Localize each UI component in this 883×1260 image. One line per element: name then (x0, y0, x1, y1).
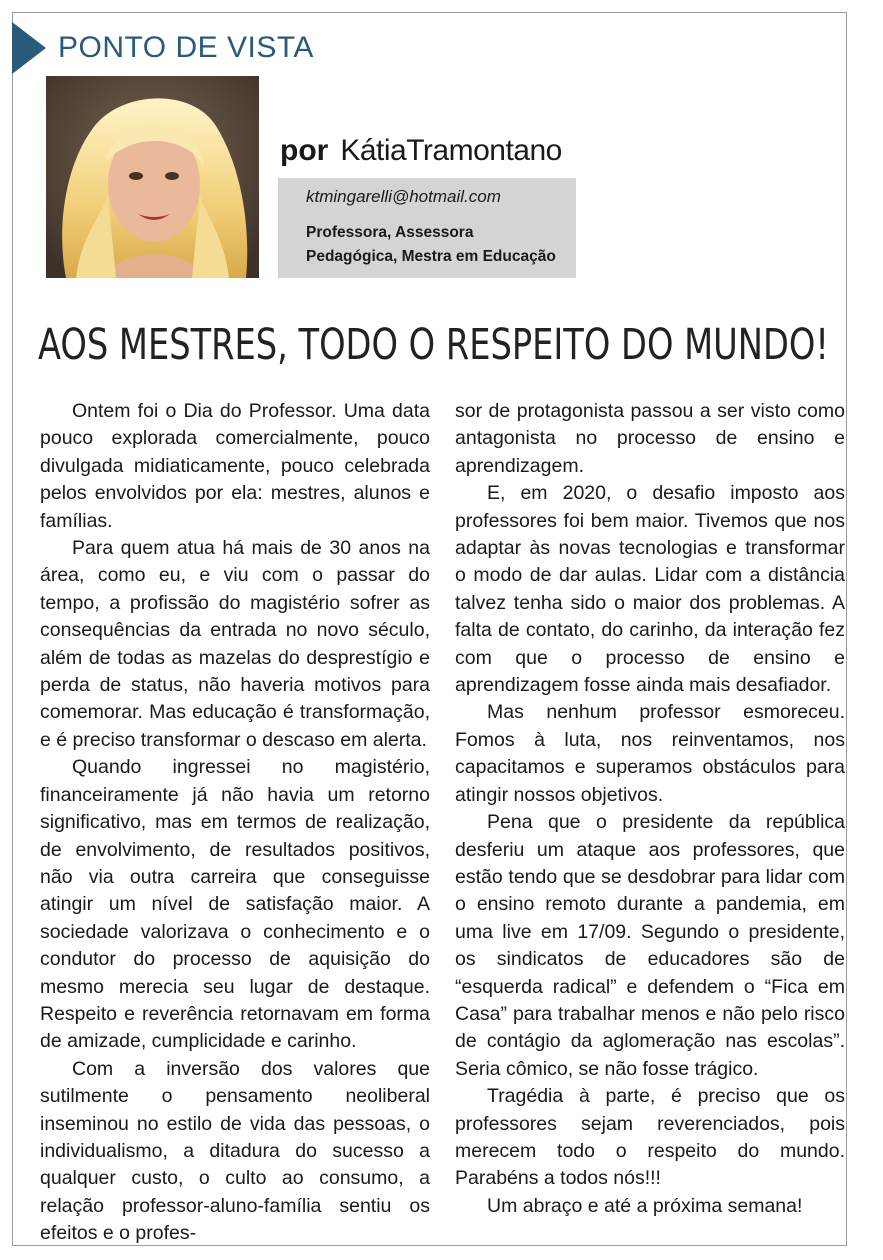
author-role-line: Professora, Assessora (306, 224, 474, 241)
section-arrow-icon (12, 22, 46, 74)
article-paragraph: Com a inversão dos valores que sutilmente o pensamento neoliberal inseminou no estilo de vida das pessoas, o individualismo, a ditadura do sucesso a qualquer custo, o culto ao consumo, a relação professor-aluno-família sentiu os efeitos e o profes- (40, 1057, 430, 1245)
byline-prefix: por (280, 134, 329, 167)
author-email[interactable]: ktmingarelli@hotmail.com (306, 187, 501, 206)
article-paragraph: Pena que o presidente da república desferiu um ataque aos professores, que estão tendo que se desdobrar para lidar com o ensino remoto durante a pandemia, em uma live em 17/09. Segundo o presidente, os sindicatos de educadores são de “esquerda radical” e defendem o “Fica em Casa” para trabalhar menos e não pelo risco de contágio da aglomeração nas escolas”. Seria cômico, se não fosse trágico. (455, 811, 845, 1080)
article-paragraph: E, em 2020, o desafio imposto aos professores foi bem maior. Tivemos que nos adaptar às novas tecnologias e transformar o modo de dar aulas. Lidar com a distância talvez tenha sido o maior dos problemas. A falta de contato, do carinho, da interação fez com que o processo de ensino e aprendizagem fosse ainda mais desafiador. (455, 482, 845, 697)
article-column-left (40, 398, 430, 1248)
article-paragraph: Ontem foi o Dia do Professor. Uma data pouco explorada comercialmente, pouco divulgada midiaticamente, pouco celebrada pelos envolvidos por ela: mestres, alunos e famílias. (40, 400, 430, 532)
article-paragraph: Tragédia à parte, é preciso que os professores sejam reverenciados, pois merecem todo o respeito do mundo. Parabéns a todos nós!!! (455, 1085, 845, 1190)
article-paragraph: Um abraço e até a próxima semana! (487, 1194, 803, 1217)
author-role (306, 221, 572, 269)
article-headline: AOS MESTRES, TODO O RESPEITO DO MUNDO! (38, 320, 829, 370)
article-paragraph: Mas nenhum professor esmoreceu. Fomos à luta, nos reinventamos, nos capacitamos e superamos obstáculos para atingir nossos objetivos. (455, 701, 845, 806)
author-byline (280, 133, 562, 169)
article-paragraph: Quando ingressei no magistério, financeiramente já não havia um retorno significativo, mas em termos de realização, de envolvimento, de resultados positivos, não via outra carreira que conseguisse atingir um nível de satisfação maior. A sociedade valorizava o conhecimento e o condutor do processo de aquisição do mesmo merecia seu lugar de destaque. Respeito e reverência retornavam em forma de amizade, cumplicidade e carinho. (40, 756, 430, 1053)
section-label: PONTO DE VISTA (58, 31, 314, 64)
author-photo (46, 76, 259, 278)
author-role-line: Pedagógica, Mestra em Educação (306, 248, 556, 265)
author-name: KátiaTramontano (340, 134, 562, 167)
article-paragraph: Para quem atua há mais de 30 anos na área, como eu, e viu com o passar do tempo, a profissão do magistério sofrer as consequências da entrada no novo século, além de todas as mazelas do desprestígio e perda de status, não haveria motivos para comemorar. Mas educação é transformação, e é preciso transformar o descaso em alerta. (40, 537, 430, 751)
article-paragraph-continuation: sor de protagonista passou a ser visto como antagonista no processo de ensino e aprendizagem. (455, 400, 845, 477)
article-column-right (455, 398, 845, 1220)
